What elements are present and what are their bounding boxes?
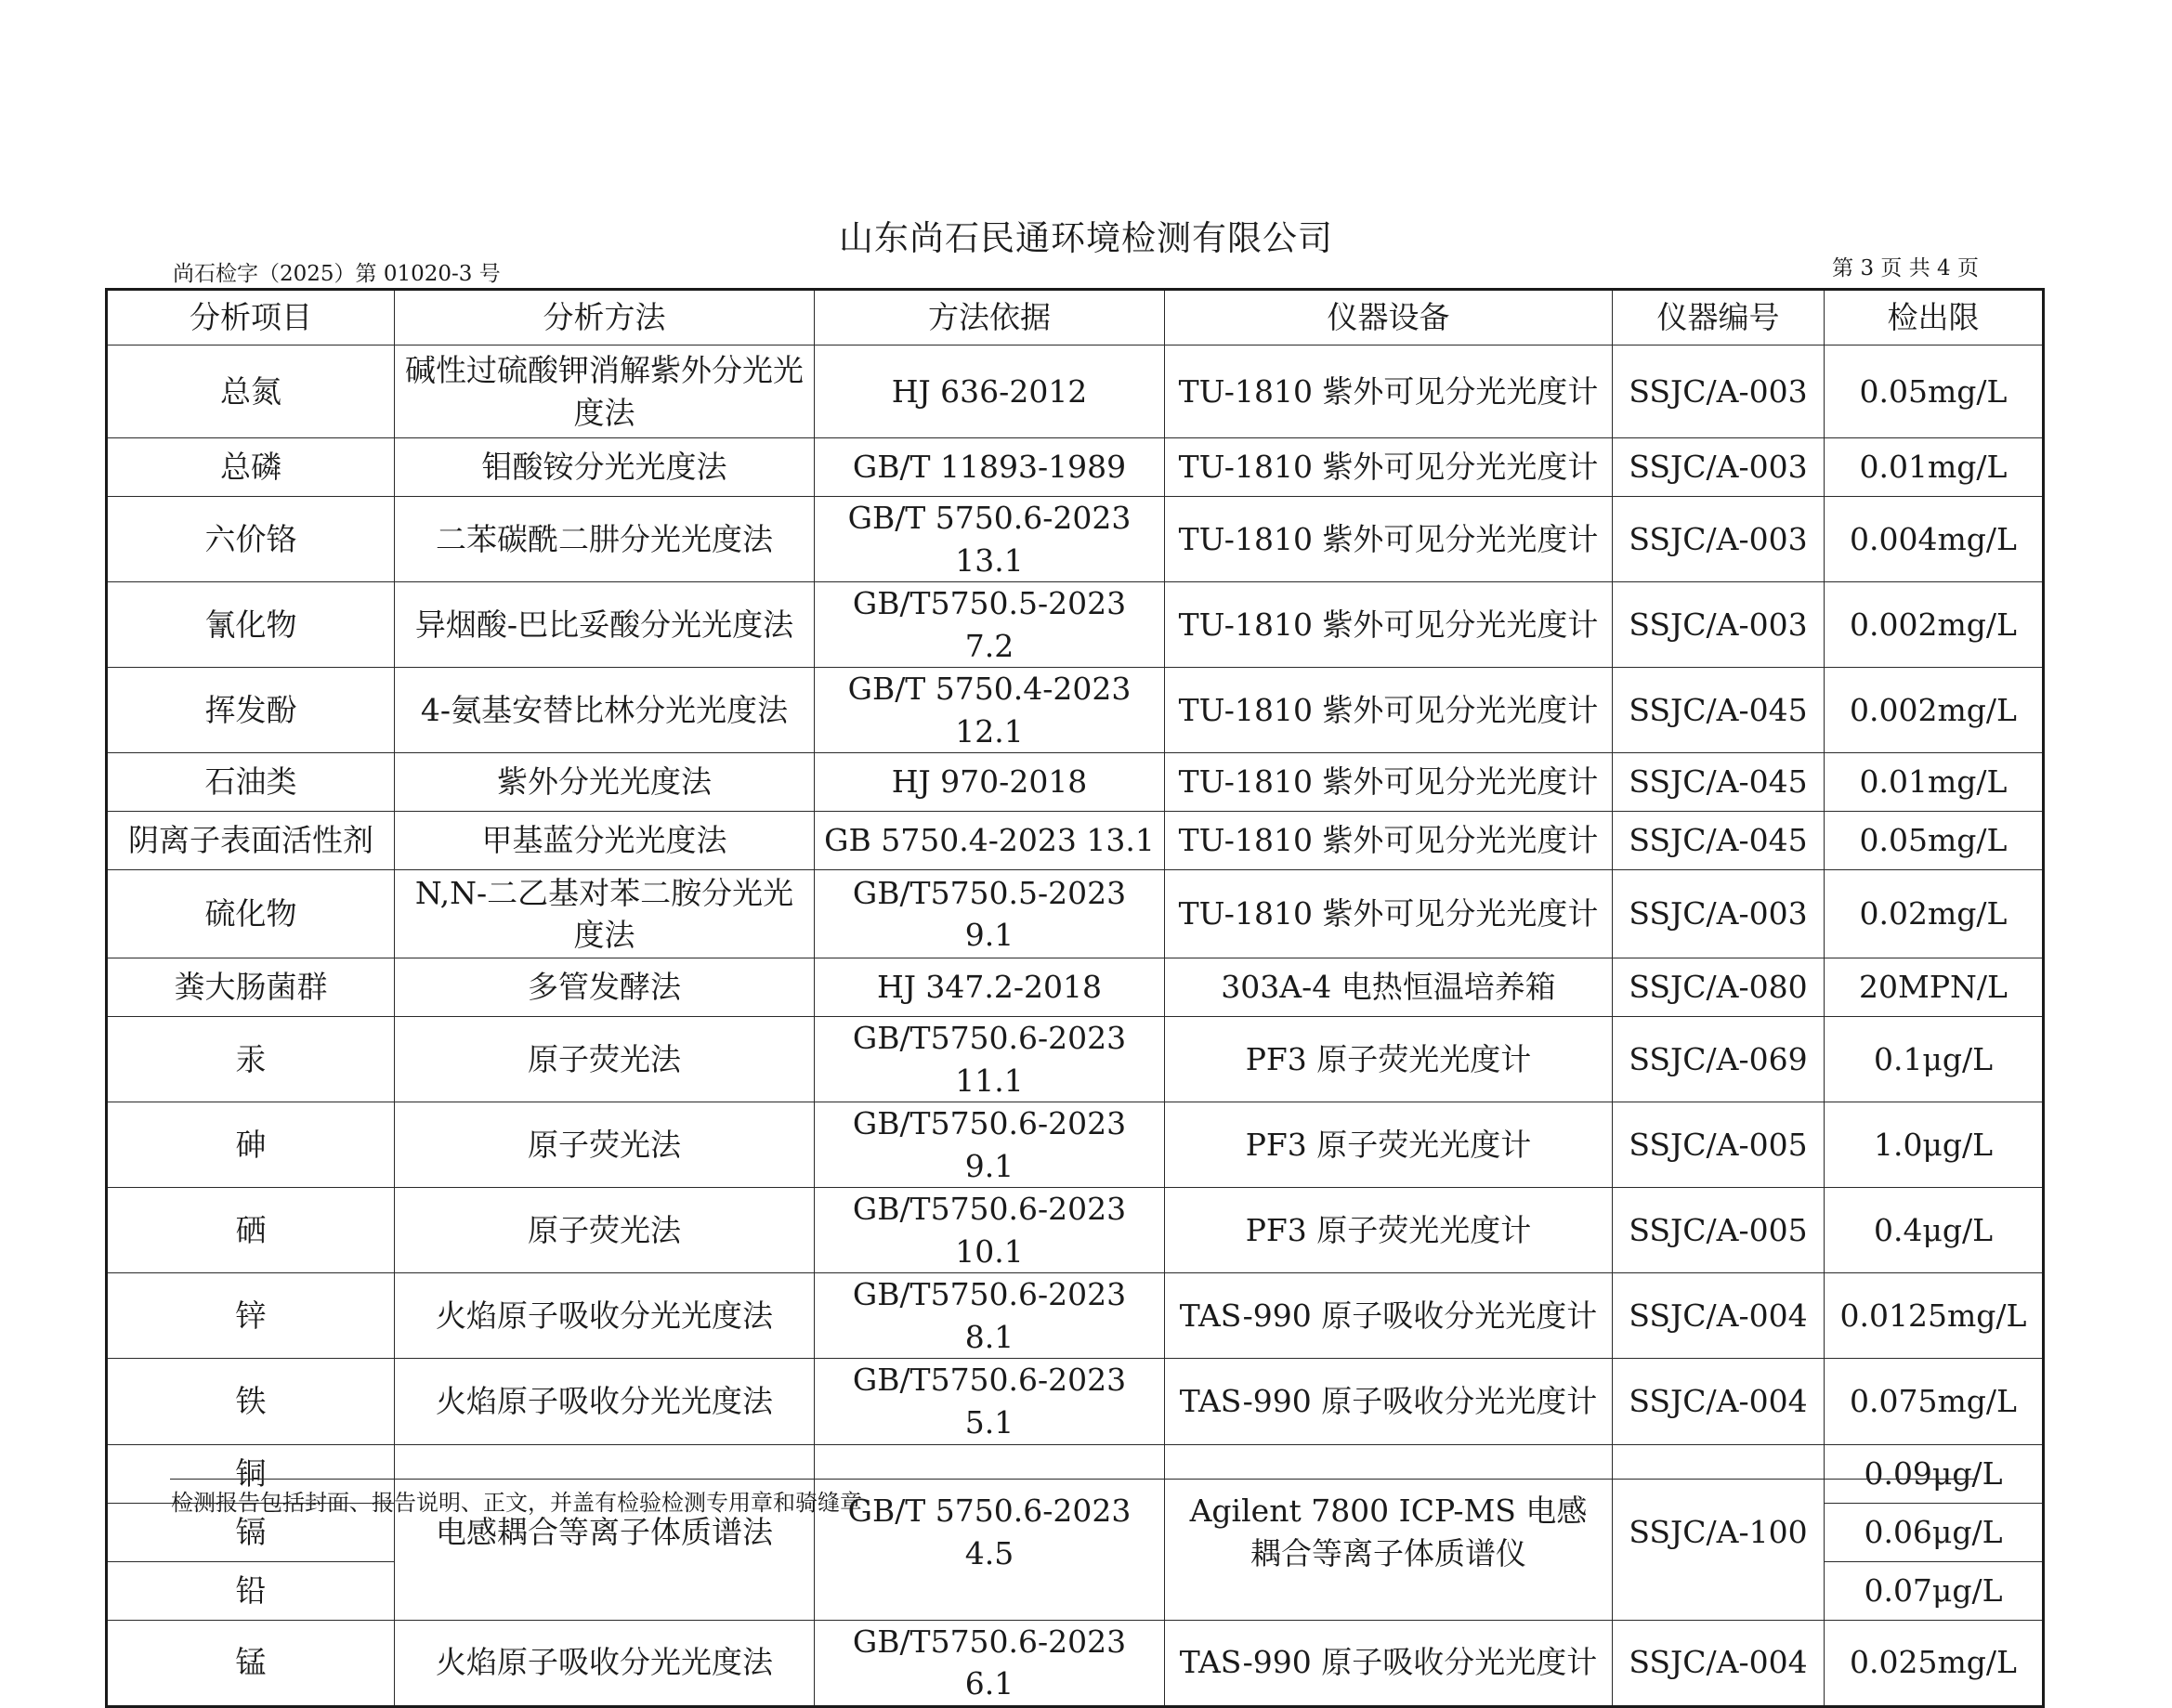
cell-item: 铜: [107, 1444, 395, 1503]
cell-basis: HJ 347.2-2018: [815, 958, 1165, 1017]
cell-basis: GB/T5750.6-2023 5.1: [815, 1359, 1165, 1444]
cell-item: 锌: [107, 1273, 395, 1359]
cell-instrument: TAS-990 原子吸收分光光度计: [1165, 1620, 1613, 1706]
cell-instrument: TU-1810 紫外可见分光光度计: [1165, 870, 1613, 958]
cell-basis: GB/T 5750.4-2023 12.1: [815, 668, 1165, 753]
cell-basis: GB/T5750.6-2023 8.1: [815, 1273, 1165, 1359]
footer-divider: [170, 1479, 1977, 1480]
table-row: [107, 497, 2044, 582]
cell-method: 火焰原子吸收分光光度法: [395, 1359, 815, 1444]
cell-code: SSJC/A-005: [1613, 1102, 1825, 1188]
cell-item: 砷: [107, 1102, 395, 1188]
cell-item: 粪大肠菌群: [107, 958, 395, 1017]
cell-basis: GB/T5750.6-2023 9.1: [815, 1102, 1165, 1188]
cell-instrument: TU-1810 紫外可见分光光度计: [1165, 753, 1613, 812]
footer-note: 检测报告包括封面、报告说明、正文，并盖有检验检测专用章和骑缝章: [171, 1490, 862, 1516]
cell-limit: 0.09μg/L: [1825, 1444, 2044, 1503]
table-row: [107, 1359, 2044, 1444]
cell-item: 锰: [107, 1620, 395, 1706]
cell-code: SSJC/A-005: [1613, 1188, 1825, 1273]
cell-method: 4-氨基安替比林分光光度法: [395, 668, 815, 753]
cell-item: 汞: [107, 1017, 395, 1102]
cell-limit: 0.06μg/L: [1825, 1503, 2044, 1561]
cell-instrument: TU-1810 紫外可见分光光度计: [1165, 668, 1613, 753]
cell-method: 电感耦合等离子体质谱法: [395, 1444, 815, 1620]
cell-limit: 0.002mg/L: [1825, 582, 2044, 668]
cell-code: SSJC/A-004: [1613, 1620, 1825, 1706]
table-row: [107, 1017, 2044, 1102]
cell-item: 石油类: [107, 753, 395, 812]
cell-basis: HJ 970-2018: [815, 753, 1165, 812]
cell-item: 硫化物: [107, 870, 395, 958]
cell-instrument: PF3 原子荧光光度计: [1165, 1017, 1613, 1102]
cell-instrument: PF3 原子荧光光度计: [1165, 1102, 1613, 1188]
cell-basis: GB/T5750.6-2023 11.1: [815, 1017, 1165, 1102]
table-row: [107, 1620, 2044, 1706]
cell-item: 总磷: [107, 438, 395, 497]
column-header-item: 分析项目: [107, 290, 395, 346]
table-row: [107, 958, 2044, 1017]
cell-instrument: TU-1810 紫外可见分光光度计: [1165, 812, 1613, 870]
cell-item: 硒: [107, 1188, 395, 1273]
cell-instrument: TU-1810 紫外可见分光光度计: [1165, 497, 1613, 582]
cell-method: 甲基蓝分光光度法: [395, 812, 815, 870]
column-header-basis: 方法依据: [815, 290, 1165, 346]
cell-item: 镉: [107, 1503, 395, 1561]
table-row: [107, 346, 2044, 438]
cell-instrument: TU-1810 紫外可见分光光度计: [1165, 346, 1613, 438]
table-header-row: [107, 290, 2044, 346]
report-number: 尚石检字（2025）第 01020-3 号: [173, 262, 501, 286]
column-header-instrument: 仪器设备: [1165, 290, 1613, 346]
cell-method: 火焰原子吸收分光光度法: [395, 1273, 815, 1359]
cell-method: 原子荧光法: [395, 1188, 815, 1273]
column-header-method: 分析方法: [395, 290, 815, 346]
table-row: [107, 668, 2044, 753]
cell-item: 氰化物: [107, 582, 395, 668]
cell-instrument: TU-1810 紫外可见分光光度计: [1165, 582, 1613, 668]
cell-limit: 1.0μg/L: [1825, 1102, 2044, 1188]
cell-code: SSJC/A-045: [1613, 812, 1825, 870]
cell-basis: GB/T5750.6-2023 10.1: [815, 1188, 1165, 1273]
cell-method: 火焰原子吸收分光光度法: [395, 1620, 815, 1706]
cell-code: SSJC/A-004: [1613, 1359, 1825, 1444]
cell-limit: 0.0125mg/L: [1825, 1273, 2044, 1359]
cell-instrument: TAS-990 原子吸收分光光度计: [1165, 1273, 1613, 1359]
cell-basis: GB/T5750.5-2023 7.2: [815, 582, 1165, 668]
cell-instrument: PF3 原子荧光光度计: [1165, 1188, 1613, 1273]
cell-code: SSJC/A-003: [1613, 438, 1825, 497]
cell-code: SSJC/A-003: [1613, 870, 1825, 958]
cell-basis: HJ 636-2012: [815, 346, 1165, 438]
cell-method: N,N-二乙基对苯二胺分光光度法: [395, 870, 815, 958]
cell-basis: GB/T 11893-1989: [815, 438, 1165, 497]
cell-item: 六价铬: [107, 497, 395, 582]
cell-instrument: TU-1810 紫外可见分光光度计: [1165, 438, 1613, 497]
column-header-code: 仪器编号: [1613, 290, 1825, 346]
table-row: [107, 438, 2044, 497]
cell-code: SSJC/A-045: [1613, 668, 1825, 753]
cell-method: 多管发酵法: [395, 958, 815, 1017]
cell-item: 铅: [107, 1561, 395, 1620]
cell-instrument: Agilent 7800 ICP-MS 电感耦合等离子体质谱仪: [1165, 1444, 1613, 1620]
cell-limit: 20MPN/L: [1825, 958, 2044, 1017]
company-name: 山东尚石民通环境检测有限公司: [839, 218, 1333, 258]
cell-item: 阴离子表面活性剂: [107, 812, 395, 870]
cell-item: 挥发酚: [107, 668, 395, 753]
cell-instrument: 303A-4 电热恒温培养箱: [1165, 958, 1613, 1017]
cell-method: 紫外分光光度法: [395, 753, 815, 812]
cell-code: SSJC/A-003: [1613, 582, 1825, 668]
cell-limit: 0.07μg/L: [1825, 1561, 2044, 1620]
cell-code: SSJC/A-003: [1613, 346, 1825, 438]
cell-limit: 0.004mg/L: [1825, 497, 2044, 582]
cell-code: SSJC/A-100: [1613, 1444, 1825, 1620]
table-row: [107, 870, 2044, 958]
cell-method: 二苯碳酰二肼分光光度法: [395, 497, 815, 582]
cell-method: 异烟酸-巴比妥酸分光光度法: [395, 582, 815, 668]
cell-limit: 0.01mg/L: [1825, 438, 2044, 497]
cell-instrument: TAS-990 原子吸收分光光度计: [1165, 1359, 1613, 1444]
cell-limit: 0.05mg/L: [1825, 812, 2044, 870]
cell-method: 原子荧光法: [395, 1017, 815, 1102]
cell-basis: GB/T5750.5-2023 9.1: [815, 870, 1165, 958]
cell-code: SSJC/A-045: [1613, 753, 1825, 812]
cell-method: 钼酸铵分光光度法: [395, 438, 815, 497]
cell-method: 碱性过硫酸钾消解紫外分光光度法: [395, 346, 815, 438]
table-row: [107, 753, 2044, 812]
cell-item: 铁: [107, 1359, 395, 1444]
page-number: 第 3 页 共 4 页: [1832, 256, 1979, 280]
cell-basis: GB/T 5750.6-2023 4.5: [815, 1444, 1165, 1620]
cell-item: 总氮: [107, 346, 395, 438]
cell-limit: 0.075mg/L: [1825, 1359, 2044, 1444]
cell-limit: 0.002mg/L: [1825, 668, 2044, 753]
table-row: [107, 1102, 2044, 1188]
cell-limit: 0.1μg/L: [1825, 1017, 2044, 1102]
cell-limit: 0.02mg/L: [1825, 870, 2044, 958]
column-header-limit: 检出限: [1825, 290, 2044, 346]
cell-limit: 0.05mg/L: [1825, 346, 2044, 438]
cell-code: SSJC/A-003: [1613, 497, 1825, 582]
cell-method: 原子荧光法: [395, 1102, 815, 1188]
cell-code: SSJC/A-004: [1613, 1273, 1825, 1359]
table-row: [107, 582, 2044, 668]
cell-limit: 0.025mg/L: [1825, 1620, 2044, 1706]
table-row: [107, 1188, 2044, 1273]
cell-limit: 0.4μg/L: [1825, 1188, 2044, 1273]
table-row: [107, 1273, 2044, 1359]
cell-code: SSJC/A-080: [1613, 958, 1825, 1017]
cell-code: SSJC/A-069: [1613, 1017, 1825, 1102]
cell-basis: GB/T5750.6-2023 6.1: [815, 1620, 1165, 1706]
cell-limit: 0.01mg/L: [1825, 753, 2044, 812]
table-row: [107, 812, 2044, 870]
cell-basis: GB/T 5750.6-2023 13.1: [815, 497, 1165, 582]
cell-basis: GB 5750.4-2023 13.1: [815, 812, 1165, 870]
